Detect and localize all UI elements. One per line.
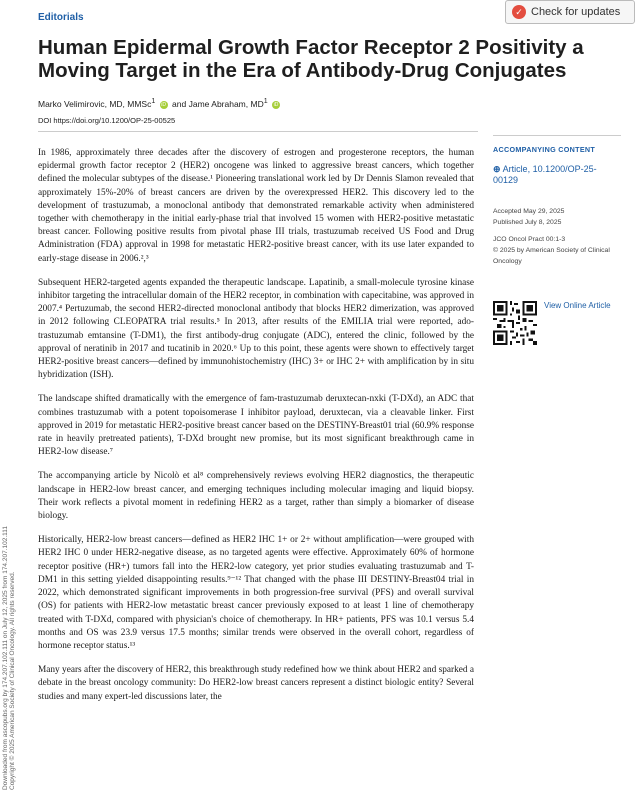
download-notice-line1: Downloaded from ascopubs.org by 174.207.102.111 on July 12, 2025 from 174.207.102.111	[2, 525, 9, 790]
doi-link[interactable]: DOI https://doi.org/10.1200/OP-25-00525	[38, 116, 176, 125]
author-name[interactable]: Jame Abraham, MD	[188, 98, 264, 109]
article-prefix: Article,	[502, 164, 531, 174]
download-notice	[0, 0, 14, 800]
author-conjunction: and	[172, 98, 187, 109]
published-date: Published July 8, 2025	[493, 219, 562, 226]
author-name[interactable]: Marko Velimirovic, MD, MMSc	[38, 98, 152, 109]
article-title: Human Epidermal Growth Factor Receptor 2 Positivity a Moving Target in the Era of Antibody-Drug Conjugates	[38, 36, 584, 82]
article-body	[38, 147, 474, 715]
copyright-notice: © 2025 by American Society of Clinical Oncology	[493, 247, 610, 265]
orcid-icon[interactable]: iD	[161, 101, 167, 108]
section-label: Editorials	[38, 12, 84, 23]
check-for-updates-button[interactable]	[505, 0, 635, 24]
body-paragraph: In 1986, approximately three decades after the discovery of estrogen and progesterone receptors, the human epidermal growth factor receptor 2 (HER2) oncogene was linked to aggressive breast cancers, which together defined the molecular subtypes of the disease.¹ Pioneering translational work led by Dr Dennis Slamon revealed that approximately 15%-20% of breast cancers are driven by the overexpressed HER2. This discovery led to the development of trastuzumab, a monoclonal antibody that demonstrated remarkable activity when administered together with chemotherapy in the initial early-phase trial that involved 15 women with HER2-positive metastatic breast cancer. Following positive results from pivotal phase III trials, trastuzumab received US Food and Drug Administration (FDA) approval in 1998 for metastatic HER2-positive breast cancer, with its use later expanded to early-stage disease in 2006.²,³	[38, 148, 474, 264]
body-paragraph: The landscape shifted dramatically with the emergence of fam-trastuzumab deruxtecan-nxki (T-DXd), an ADC that combines trastuzumab with a potent topoisomerase I inhibitor payload, deruxtecan, via a cleavable linker. First approved in 2019 for metastatic HER2-positive breast cancer based on the DESTINY-Breast01 trial (60.9% response rate in heavily pretreated patients), T-DXd brought new promise, but its most significant breakthrough came in HER2-low disease.⁷	[38, 394, 474, 458]
body-paragraph: The accompanying article by Nicolò et al⁸ comprehensively reviews evolving HER2 diagnostics, the therapeutic landscape in HER2-low breast cancer, and emerging techniques including molecular imaging and liquid biopsy. Their work reflects a pivotal moment in redefining HER2 as a target, rather than simply a biomarker of disease biology.	[38, 471, 474, 522]
title-divider	[38, 131, 478, 132]
qr-code-icon[interactable]	[493, 301, 537, 345]
publication-info	[493, 206, 621, 267]
accompanying-content-heading: ACCOMPANYING CONTENT	[493, 145, 596, 154]
body-paragraph: Historically, HER2-low breast cancers—defined as HER2 IHC 1+ or 2+ without amplification—were grouped with HER2 IHC 0 under HER2-negative disease, as no targeted agents were effective. Approximately 60% of hormone receptor positive (HR+) tumors fall into the HER2-low category, yet prior studies evaluating trastuzumab and T-DM1 in this setting yielded disappointing results.⁹⁻¹² That changed with the phase III DESTINY-Breast04 trial in 2022, which demonstrated significant improvements in both progression-free survival (PFS) and overall survival (OS) for patients with HER2-low metastatic breast cancer previously exposed to at least 1 line of chemotherapy treated with T-DXd, compared with physician's choice of chemotherapy. In HR+ patients, PFS was 10.1 versus 5.4 months and OS was 23.9 versus 17.5 months; similar trends were observed in the overall cohort, regardless of hormone receptor status.¹³	[38, 535, 474, 651]
accompanying-article-link[interactable]	[493, 164, 621, 186]
journal-citation: JCO Oncol Pract 00:1-3	[493, 236, 566, 243]
sidebar	[493, 135, 621, 345]
download-notice-line2: Copyright © 2025 American Society of Clinical Oncology. All rights reserved.	[9, 571, 16, 790]
affiliation-marker: 1	[263, 97, 268, 105]
body-paragraph: Many years after the discovery of HER2, this breakthrough study redefined how we think about HER2 and sparked a debate in the breast oncology community: Do HER2-low breast cancers represent a distinct biologic entity? Several studies and many expert-led discussions later, the	[38, 665, 474, 702]
view-online-link[interactable]: View Online Article	[544, 301, 611, 310]
check-for-updates-label: Check for updates	[531, 6, 621, 18]
author-line	[38, 97, 282, 109]
plus-icon: ⊕	[493, 164, 501, 174]
view-online-block	[493, 301, 621, 345]
sidebar-divider	[493, 135, 621, 136]
article-doi-link[interactable]: 10.1200/OP-25-00129	[493, 164, 597, 185]
orcid-icon[interactable]: iD	[273, 101, 279, 108]
affiliation-marker: 1	[151, 97, 156, 105]
check-updates-icon: ✓	[512, 5, 526, 19]
accepted-date: Accepted May 29, 2025	[493, 208, 565, 215]
body-paragraph: Subsequent HER2-targeted agents expanded the therapeutic landscape. Lapatinib, a small-molecule tyrosine kinase inhibitor targeting the intracellular domain of the HER2 receptor, in combination with capecitabine, was approved in 2007.⁴ Pertuzumab, the second HER2-directed monoclonal antibody that blocks HER2 dimerization, was approved in 2012 following CLEOPATRA trial results.⁵ In 2013, after results of the EMILIA trial were reported, ado-trastuzumab emtansine (T-DM1), the first antibody-drug conjugate (ADC), entered the clinic, followed by the approval of neratinib in 2017 and tucatinib in 2020.⁶ Up to this point, these agents were shown to effectively target HER2-positive breast cancers—defined by immunohistochemistry (IHC) 3+ or IHC 2+ with amplification by in situ hybridization (ISH).	[38, 277, 474, 381]
